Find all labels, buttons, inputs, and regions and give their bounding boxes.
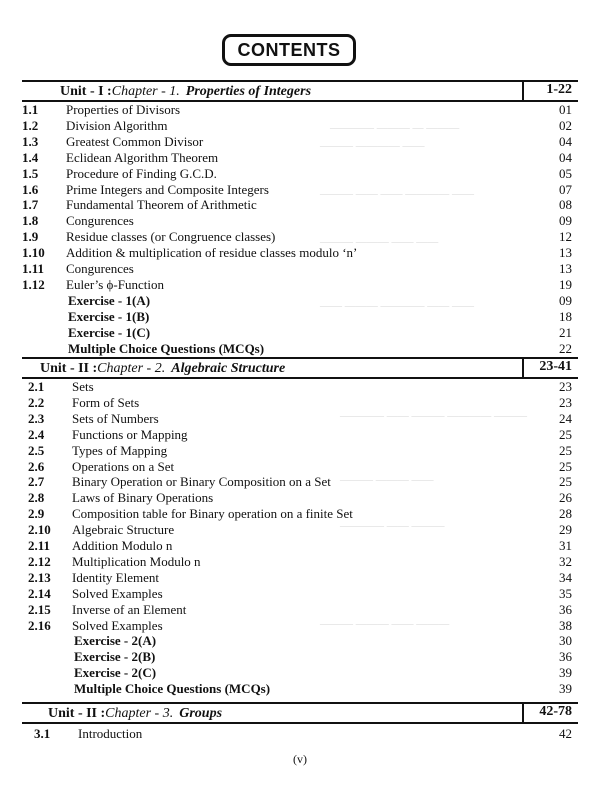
section-title: Congurences: [66, 261, 134, 276]
page-number: 38: [559, 617, 572, 633]
page-number: 39: [559, 665, 572, 681]
section-title: Prime Integers and Composite Integers: [66, 181, 269, 197]
section-number: 1.9: [22, 229, 39, 245]
unit-heading-label: [48, 706, 222, 722]
section-number: 1.1: [22, 102, 39, 117]
section-title: Composition table for Binary operation on a finite Set: [72, 506, 353, 522]
header-divider: [522, 82, 524, 100]
section-number: 1.10: [22, 245, 45, 261]
section-title: Algebraic Structure: [72, 522, 175, 538]
chapter-number: Chapter - 2.: [97, 361, 166, 376]
page-number: 36: [559, 649, 572, 665]
toc-entry[interactable]: [0, 229, 600, 245]
section-title: Exercise - 1(B): [68, 308, 150, 324]
toc-entry[interactable]: [0, 618, 600, 634]
header-divider: [522, 704, 524, 722]
section-title: Euler’s ϕ-Function: [66, 276, 164, 292]
section-number: 3.1: [34, 726, 51, 741]
section-title: Sets: [72, 379, 94, 394]
section-title: Multiplication Modulo n: [72, 553, 201, 569]
header-divider: [522, 359, 524, 377]
section-number: 1.5: [22, 165, 39, 181]
unit-header: [22, 702, 578, 724]
page-number: 09: [559, 292, 572, 308]
page-number: 30: [559, 633, 572, 649]
page-number: 23: [559, 394, 572, 410]
page-title: CONTENTS: [237, 39, 341, 60]
section-title: Eclidean Algorithm Theorem: [66, 149, 219, 165]
page-number: 08: [559, 197, 572, 213]
page-number: 13: [559, 261, 572, 276]
toc-entry[interactable]: [0, 182, 600, 198]
section-title: Functions or Mapping: [72, 426, 188, 442]
toc-entry[interactable]: [0, 726, 600, 742]
page-number: 42: [559, 726, 572, 741]
section-number: 2.15: [28, 601, 51, 617]
unit-number: Unit - II :: [40, 361, 98, 376]
exercise-entry[interactable]: [0, 665, 600, 681]
toc-entry[interactable]: [0, 245, 600, 261]
section-title: Binary Operation or Binary Composition on a Set: [72, 474, 331, 490]
section-title: Multiple Choice Questions (MCQs): [74, 681, 271, 697]
toc-entry[interactable]: [0, 554, 600, 570]
toc-entry[interactable]: [0, 277, 600, 293]
section-title: Exercise - 2(C): [74, 665, 157, 681]
exercise-entry[interactable]: [0, 633, 600, 649]
section-number: 2.4: [28, 426, 45, 442]
section-number: 2.8: [28, 490, 45, 506]
toc-entry[interactable]: [0, 379, 600, 395]
toc-entry[interactable]: [0, 602, 600, 618]
chapter-name: Groups: [179, 706, 223, 721]
section-title: Sets of Numbers: [72, 410, 159, 426]
page-number: 35: [559, 585, 572, 601]
section-title: Division Algorithm: [66, 117, 168, 133]
section-number: 2.3: [28, 410, 45, 426]
section-title: Multiple Choice Questions (MCQs): [68, 340, 265, 356]
section-number: 2.2: [28, 394, 45, 410]
section-title: Form of Sets: [72, 394, 140, 410]
unit-number: Unit - II :: [48, 706, 106, 721]
section-number: 2.11: [28, 538, 51, 553]
page-number: 26: [559, 490, 572, 506]
page-number: 19: [559, 276, 572, 292]
exercise-entry[interactable]: [0, 293, 600, 309]
section-title: Solved Examples: [72, 585, 163, 601]
chapter-number: Chapter - 1.: [111, 84, 180, 99]
exercise-entry[interactable]: [0, 649, 600, 665]
section-title: Greatest Common Divisor: [66, 133, 204, 149]
page-number: 24: [559, 410, 572, 426]
toc-entry[interactable]: [0, 102, 600, 118]
section-title: Properties of Divisors: [66, 102, 181, 117]
page-number: 18: [559, 308, 572, 324]
section-number: 1.12: [22, 276, 45, 292]
section-title: Residue classes (or Congruence classes): [66, 229, 276, 245]
section-title: Fundamental Theorem of Arithmetic: [66, 197, 257, 213]
section-number: 1.4: [22, 149, 39, 165]
toc-entry[interactable]: [0, 395, 600, 411]
section-number: 2.5: [28, 442, 45, 458]
section-title: Laws of Binary Operations: [72, 490, 214, 506]
chapter-number: Chapter - 3.: [105, 706, 174, 721]
exercise-entry[interactable]: [0, 341, 600, 357]
toc-entry[interactable]: [0, 427, 600, 443]
toc-entry[interactable]: [0, 197, 600, 213]
toc-entry[interactable]: [0, 150, 600, 166]
unit-number: Unit - I :: [60, 84, 112, 99]
page-number: 32: [559, 553, 572, 569]
unit-heading-label: [40, 361, 285, 377]
page-number: 21: [559, 324, 572, 340]
section-title: Types of Mapping: [72, 442, 168, 458]
section-number: 2.7: [28, 474, 45, 490]
page-number: 05: [559, 165, 572, 181]
page-number-footer: (v): [293, 752, 307, 766]
toc-entry[interactable]: [0, 586, 600, 602]
page-number: 13: [559, 245, 572, 261]
page-number: 07: [559, 181, 572, 197]
page-number: 25: [559, 474, 572, 490]
exercise-entry[interactable]: [0, 325, 600, 341]
unit-header: [22, 357, 578, 379]
page-number: 28: [559, 506, 572, 522]
unit-header: [22, 80, 578, 102]
toc-entry[interactable]: [0, 538, 600, 554]
chapter-name: Algebraic Structure: [171, 361, 286, 376]
section-number: 2.13: [28, 569, 51, 585]
section-number: 2.10: [28, 522, 51, 538]
section-number: 2.14: [28, 585, 51, 601]
page-number: 23: [559, 379, 572, 394]
toc-entry[interactable]: [0, 506, 600, 522]
section-title: Exercise - 2(A): [74, 633, 157, 649]
chapter-name: Properties of Integers: [185, 84, 312, 99]
section-title: Inverse of an Element: [72, 601, 187, 617]
page-number: 22: [559, 340, 572, 356]
toc-entry[interactable]: [0, 490, 600, 506]
toc-entry[interactable]: [0, 459, 600, 475]
toc-entry[interactable]: [0, 166, 600, 182]
chapter-page-range: 23-41: [539, 359, 572, 374]
page-number: 01: [559, 102, 572, 117]
section-number: 2.12: [28, 553, 51, 569]
page-number: 25: [559, 442, 572, 458]
toc-entry[interactable]: [0, 443, 600, 459]
section-number: 1.8: [22, 213, 39, 229]
toc-entry[interactable]: [0, 261, 600, 277]
section-number: 1.2: [22, 117, 39, 133]
toc-entry[interactable]: [0, 134, 600, 150]
section-title: Congurences: [66, 213, 134, 229]
section-title: Introduction: [78, 726, 143, 741]
section-title: Exercise - 1(C): [68, 324, 151, 340]
page-number: 12: [559, 229, 572, 245]
page-number: 04: [559, 133, 572, 149]
exercise-entry[interactable]: [0, 681, 600, 697]
page-number: 25: [559, 426, 572, 442]
page-number: 29: [559, 522, 572, 538]
section-number: 1.7: [22, 197, 39, 213]
page-number: 02: [559, 117, 572, 133]
toc-entry[interactable]: [0, 570, 600, 586]
section-title: Addition Modulo n: [72, 538, 173, 553]
section-title: Operations on a Set: [72, 458, 175, 474]
page-number: 09: [559, 213, 572, 229]
toc-entry[interactable]: [0, 411, 600, 427]
section-title: Identity Element: [72, 569, 160, 585]
page-number: 04: [559, 149, 572, 165]
section-number: 1.3: [22, 133, 39, 149]
unit-heading-label: [60, 84, 311, 100]
section-number: 1.6: [22, 181, 39, 197]
toc-entry[interactable]: [0, 474, 600, 490]
exercise-entry[interactable]: [0, 309, 600, 325]
toc-entry[interactable]: [0, 118, 600, 134]
toc-entry[interactable]: [0, 213, 600, 229]
section-title: Procedure of Finding G.C.D.: [66, 165, 217, 181]
page-number: 31: [559, 538, 572, 553]
section-title: Exercise - 1(A): [68, 292, 151, 308]
section-title: Addition & multiplication of residue classes modulo ‘n’: [66, 245, 358, 261]
section-number: 2.6: [28, 458, 45, 474]
section-number: 2.1: [28, 379, 45, 394]
contents-title-box: [222, 34, 356, 66]
page-number: 36: [559, 601, 572, 617]
section-number: 1.11: [22, 261, 45, 276]
section-title: Exercise - 2(B): [74, 649, 156, 665]
page-number: 39: [559, 681, 572, 697]
chapter-page-range: 1-22: [546, 82, 572, 97]
page-number: 25: [559, 458, 572, 474]
section-title: Solved Examples: [72, 617, 163, 633]
chapter-page-range: 42-78: [539, 704, 572, 719]
section-number: 2.9: [28, 506, 45, 522]
section-number: 2.16: [28, 617, 51, 633]
page-number: 34: [559, 569, 572, 585]
toc-entry[interactable]: [0, 522, 600, 538]
